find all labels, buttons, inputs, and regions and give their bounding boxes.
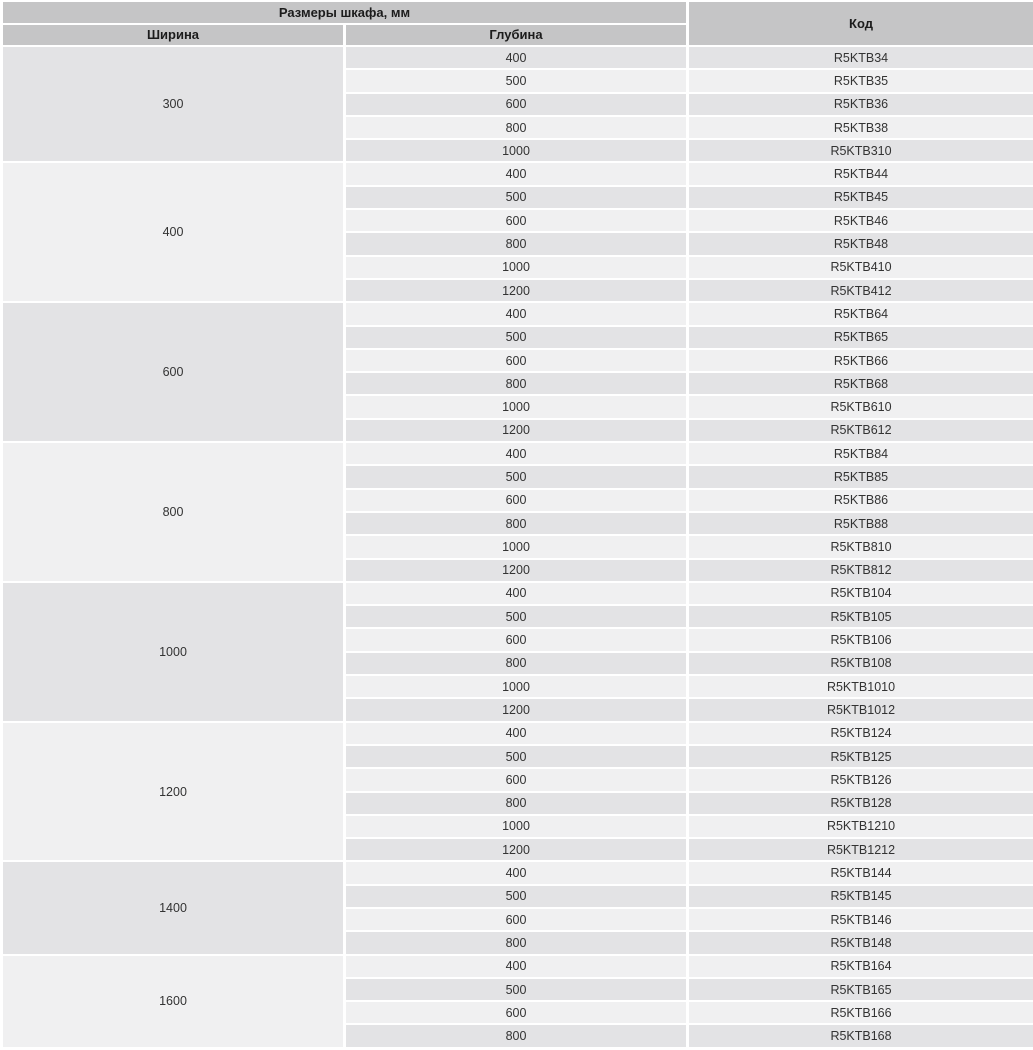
depth-cell: 800 xyxy=(345,931,688,954)
header-dimensions: Размеры шкафа, мм xyxy=(2,1,688,24)
code-cell: R5KTB65 xyxy=(688,326,1033,349)
code-cell: R5KTB85 xyxy=(688,465,1033,488)
depth-cell: 800 xyxy=(345,512,688,535)
code-cell: R5KTB412 xyxy=(688,279,1033,302)
table-row xyxy=(2,722,1033,745)
code-cell: R5KTB108 xyxy=(688,652,1033,675)
table-row xyxy=(2,442,1033,465)
code-cell: R5KTB810 xyxy=(688,535,1033,558)
width-cell: 1200 xyxy=(2,722,345,862)
table-row xyxy=(2,861,1033,884)
depth-cell: 1000 xyxy=(345,139,688,162)
code-cell: R5KTB1210 xyxy=(688,815,1033,838)
depth-cell: 500 xyxy=(345,465,688,488)
header-depth: Глубина xyxy=(345,24,688,47)
code-cell: R5KTB64 xyxy=(688,302,1033,325)
header-code: Код xyxy=(688,1,1033,46)
depth-cell: 500 xyxy=(345,69,688,92)
depth-cell: 800 xyxy=(345,232,688,255)
depth-cell: 1200 xyxy=(345,419,688,442)
depth-cell: 1000 xyxy=(345,535,688,558)
code-cell: R5KTB410 xyxy=(688,256,1033,279)
depth-cell: 600 xyxy=(345,93,688,116)
table-row xyxy=(2,302,1033,325)
depth-cell: 500 xyxy=(345,605,688,628)
code-cell: R5KTB126 xyxy=(688,768,1033,791)
table-row xyxy=(2,162,1033,185)
header-width: Ширина xyxy=(2,24,345,47)
table-header xyxy=(2,1,1033,46)
table-body xyxy=(2,46,1033,1048)
depth-cell: 800 xyxy=(345,372,688,395)
width-cell: 400 xyxy=(2,162,345,302)
depth-cell: 400 xyxy=(345,442,688,465)
code-cell: R5KTB46 xyxy=(688,209,1033,232)
code-cell: R5KTB44 xyxy=(688,162,1033,185)
depth-cell: 1000 xyxy=(345,675,688,698)
code-cell: R5KTB66 xyxy=(688,349,1033,372)
depth-cell: 600 xyxy=(345,1001,688,1024)
code-cell: R5KTB612 xyxy=(688,419,1033,442)
depth-cell: 800 xyxy=(345,652,688,675)
code-cell: R5KTB105 xyxy=(688,605,1033,628)
depth-cell: 1000 xyxy=(345,815,688,838)
depth-cell: 400 xyxy=(345,582,688,605)
depth-cell: 800 xyxy=(345,792,688,815)
width-cell: 1400 xyxy=(2,861,345,954)
table-row xyxy=(2,955,1033,978)
code-cell: R5KTB48 xyxy=(688,232,1033,255)
code-cell: R5KTB36 xyxy=(688,93,1033,116)
width-cell: 600 xyxy=(2,302,345,442)
code-cell: R5KTB104 xyxy=(688,582,1033,605)
code-cell: R5KTB144 xyxy=(688,861,1033,884)
depth-cell: 600 xyxy=(345,628,688,651)
depth-cell: 400 xyxy=(345,162,688,185)
code-cell: R5KTB165 xyxy=(688,978,1033,1001)
code-cell: R5KTB1212 xyxy=(688,838,1033,861)
depth-cell: 600 xyxy=(345,489,688,512)
depth-cell: 400 xyxy=(345,46,688,69)
depth-cell: 400 xyxy=(345,302,688,325)
depth-cell: 600 xyxy=(345,209,688,232)
depth-cell: 400 xyxy=(345,722,688,745)
code-cell: R5KTB164 xyxy=(688,955,1033,978)
depth-cell: 800 xyxy=(345,116,688,139)
code-cell: R5KTB166 xyxy=(688,1001,1033,1024)
depth-cell: 500 xyxy=(345,745,688,768)
code-cell: R5KTB1012 xyxy=(688,698,1033,721)
code-cell: R5KTB84 xyxy=(688,442,1033,465)
depth-cell: 1200 xyxy=(345,698,688,721)
code-cell: R5KTB812 xyxy=(688,559,1033,582)
depth-cell: 1000 xyxy=(345,395,688,418)
code-cell: R5KTB1010 xyxy=(688,675,1033,698)
depth-cell: 1200 xyxy=(345,838,688,861)
code-cell: R5KTB310 xyxy=(688,139,1033,162)
code-cell: R5KTB38 xyxy=(688,116,1033,139)
depth-cell: 500 xyxy=(345,186,688,209)
depth-cell: 1000 xyxy=(345,256,688,279)
width-cell: 300 xyxy=(2,46,345,162)
code-cell: R5KTB86 xyxy=(688,489,1033,512)
code-cell: R5KTB68 xyxy=(688,372,1033,395)
depth-cell: 400 xyxy=(345,955,688,978)
code-cell: R5KTB35 xyxy=(688,69,1033,92)
code-cell: R5KTB146 xyxy=(688,908,1033,931)
code-cell: R5KTB168 xyxy=(688,1024,1033,1047)
code-cell: R5KTB125 xyxy=(688,745,1033,768)
code-cell: R5KTB124 xyxy=(688,722,1033,745)
depth-cell: 1200 xyxy=(345,279,688,302)
depth-cell: 500 xyxy=(345,978,688,1001)
code-cell: R5KTB145 xyxy=(688,885,1033,908)
code-cell: R5KTB106 xyxy=(688,628,1033,651)
width-cell: 800 xyxy=(2,442,345,582)
header-row-top xyxy=(2,1,1033,24)
depth-cell: 600 xyxy=(345,349,688,372)
code-cell: R5KTB148 xyxy=(688,931,1033,954)
code-cell: R5KTB34 xyxy=(688,46,1033,69)
depth-cell: 500 xyxy=(345,326,688,349)
depth-cell: 500 xyxy=(345,885,688,908)
width-cell: 1600 xyxy=(2,955,345,1048)
depth-cell: 1200 xyxy=(345,559,688,582)
code-cell: R5KTB610 xyxy=(688,395,1033,418)
depth-cell: 800 xyxy=(345,1024,688,1047)
table-row xyxy=(2,46,1033,69)
code-cell: R5KTB88 xyxy=(688,512,1033,535)
depth-cell: 600 xyxy=(345,908,688,931)
code-cell: R5KTB45 xyxy=(688,186,1033,209)
width-cell: 1000 xyxy=(2,582,345,722)
table-row xyxy=(2,582,1033,605)
code-cell: R5KTB128 xyxy=(688,792,1033,815)
depth-cell: 400 xyxy=(345,861,688,884)
depth-cell: 600 xyxy=(345,768,688,791)
